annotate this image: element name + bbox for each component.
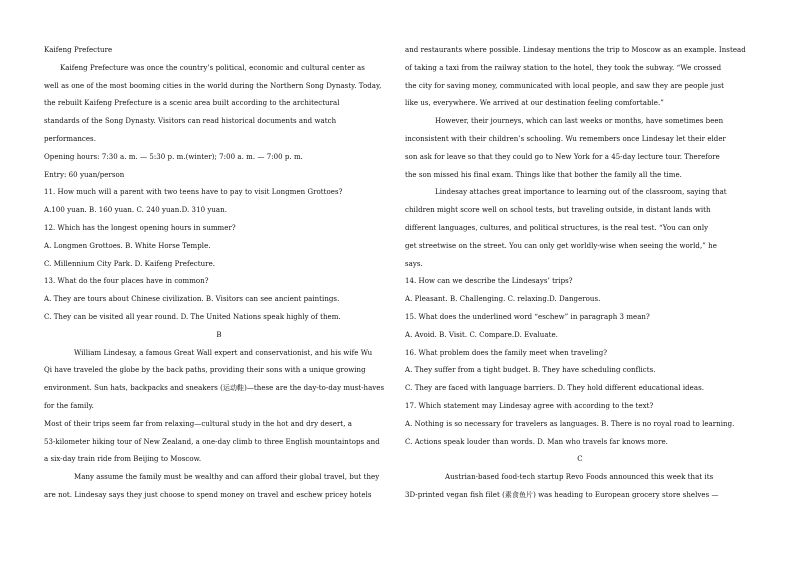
text-line: A. Nothing is so necessary for travelers as languages. B. There is no royal road to learning. [405,419,735,428]
text-line: inconsistent with their children’s schooling. Wu remembers once Lindesay let their elder [405,134,726,143]
text-line: Lindesay attaches great importance to learning out of the classroom, saying that [435,188,727,197]
text-line: Most of their trips seem far from relaxing—cultural study in the hot and dry desert, a [44,419,352,428]
text-line: 13. What do the four places have in common? [44,277,209,286]
text-line: says. [405,259,423,268]
text-line: Opening hours: 7:30 a. m. — 5:30 p. m.(winter); 7:00 a. m. — 7:00 p. m. [44,152,303,161]
text-line: William Lindesay, a famous Great Wall expert and conservationist, and his wife Wu [74,348,373,357]
text-line: performances. [44,134,96,143]
text-line: C. Millennium City Park. D. Kaifeng Prefecture. [44,259,216,268]
text-line: 16. What problem does the family meet when traveling? [405,348,608,357]
text-line: the city for saving money, communicated with local people, and saw they are people just [405,81,724,90]
text-line: for the family. [44,401,94,410]
text-line: are not. Lindesay says they just choose to spend money on travel and eschew pricey hotels [44,490,372,499]
text-line: 14. How can we describe the Lindesays’ trips? [405,277,573,286]
text-line: Qi have traveled the globe by the back paths, providing their sons with a unique growing [44,366,366,375]
text-line: Austrian-based food-tech startup Revo Foods announced this week that its [445,473,714,482]
text-line: son ask for leave so that they could go to New York for a 45-day lecture tour. Therefore [405,152,720,161]
text-line: 11. How much will a parent with two teens have to pay to visit Longmen Grottoes? [44,188,343,197]
text-line: well as one of the most booming cities in the world during the Northern Song Dynasty. Today, [44,81,382,90]
text-line: C. They are faced with language barriers. D. They hold different educational ideas. [405,384,705,393]
text-line: Many assume the family must be wealthy and can afford their global travel, but they [74,473,380,482]
text-line: Kaifeng Prefecture was once the country’s political, economic and cultural center as [60,63,365,72]
text-line: and restaurants where possible. Lindesay mentions the trip to Moscow as an example. Instead [405,46,746,54]
text-line: 12. Which has the longest opening hours in summer? [44,223,236,232]
text-line: a six-day train ride from Beijing to Moscow. [44,455,202,464]
text-line: C. Actions speak louder than words. D. Man who travels far knows more. [405,437,668,446]
text-line: environment. Sun hats, backpacks and sneakers (运动鞋)—these are the day-to-day must-haves [44,384,385,393]
text-line: like us, everywhere. We arrived at our destination feeling comfortable.” [405,99,664,108]
text-line: Kaifeng Prefecture [44,46,113,54]
text-line: A. Avoid. B. Visit. C. Compare.D. Evaluate. [405,330,558,339]
text-line: 3D-printed vegan fish filet (素食鱼片) was heading to European grocery store shelves — [405,490,719,499]
text-line: A.100 yuan. B. 160 yuan. C. 240 yuan.D. 310 yuan. [44,206,227,215]
text-line: A. They suffer from a tight budget. B. They have scheduling conflicts. [405,366,656,375]
text-line: However, their journeys, which can last weeks or months, have sometimes been [435,117,724,126]
text-line: different languages, cultures, and political structures, is the real test. “You can only [405,223,709,232]
text-line: A. Longmen Grottoes. B. White Horse Temple. [44,241,211,250]
text-line: standards of the Song Dynasty. Visitors can read historical documents and watch [44,117,337,126]
right-column [405,42,755,505]
text-line: 15. What does the underlined word “eschew” in paragraph 3 mean? [405,312,650,321]
text-line: the son missed his final exam. Things like that bother the family all the time. [405,170,682,179]
section-heading: C [577,455,583,464]
section-heading: B [216,330,222,339]
text-line: 17. Which statement may Lindesay agree with according to the text? [405,401,654,410]
text-line: the rebuilt Kaifeng Prefecture is a scenic area built according to the architectural [44,99,340,108]
text-line: get streetwise on the street. You can only get worldly-wise when seeing the world,” he [405,241,717,250]
text-line: children might score well on school tests, but traveling outside, in distant lands with [405,206,711,215]
text-line: Entry: 60 yuan/person [44,170,125,179]
text-line: C. They can be visited all year round. D. The United Nations speak highly of them. [44,312,341,321]
text-line: A. Pleasant. B. Challenging. C. relaxing.D. Dangerous. [405,295,601,304]
left-column [44,42,394,505]
text-line: 53-kilometer hiking tour of New Zealand, a one-day climb to three English mountaintops and [44,437,380,446]
text-line: of taking a taxi from the railway station to the hotel, they took the subway. “We crossed [405,63,722,72]
text-line: A. They are tours about Chinese civilization. B. Visitors can see ancient paintings. [44,295,340,304]
